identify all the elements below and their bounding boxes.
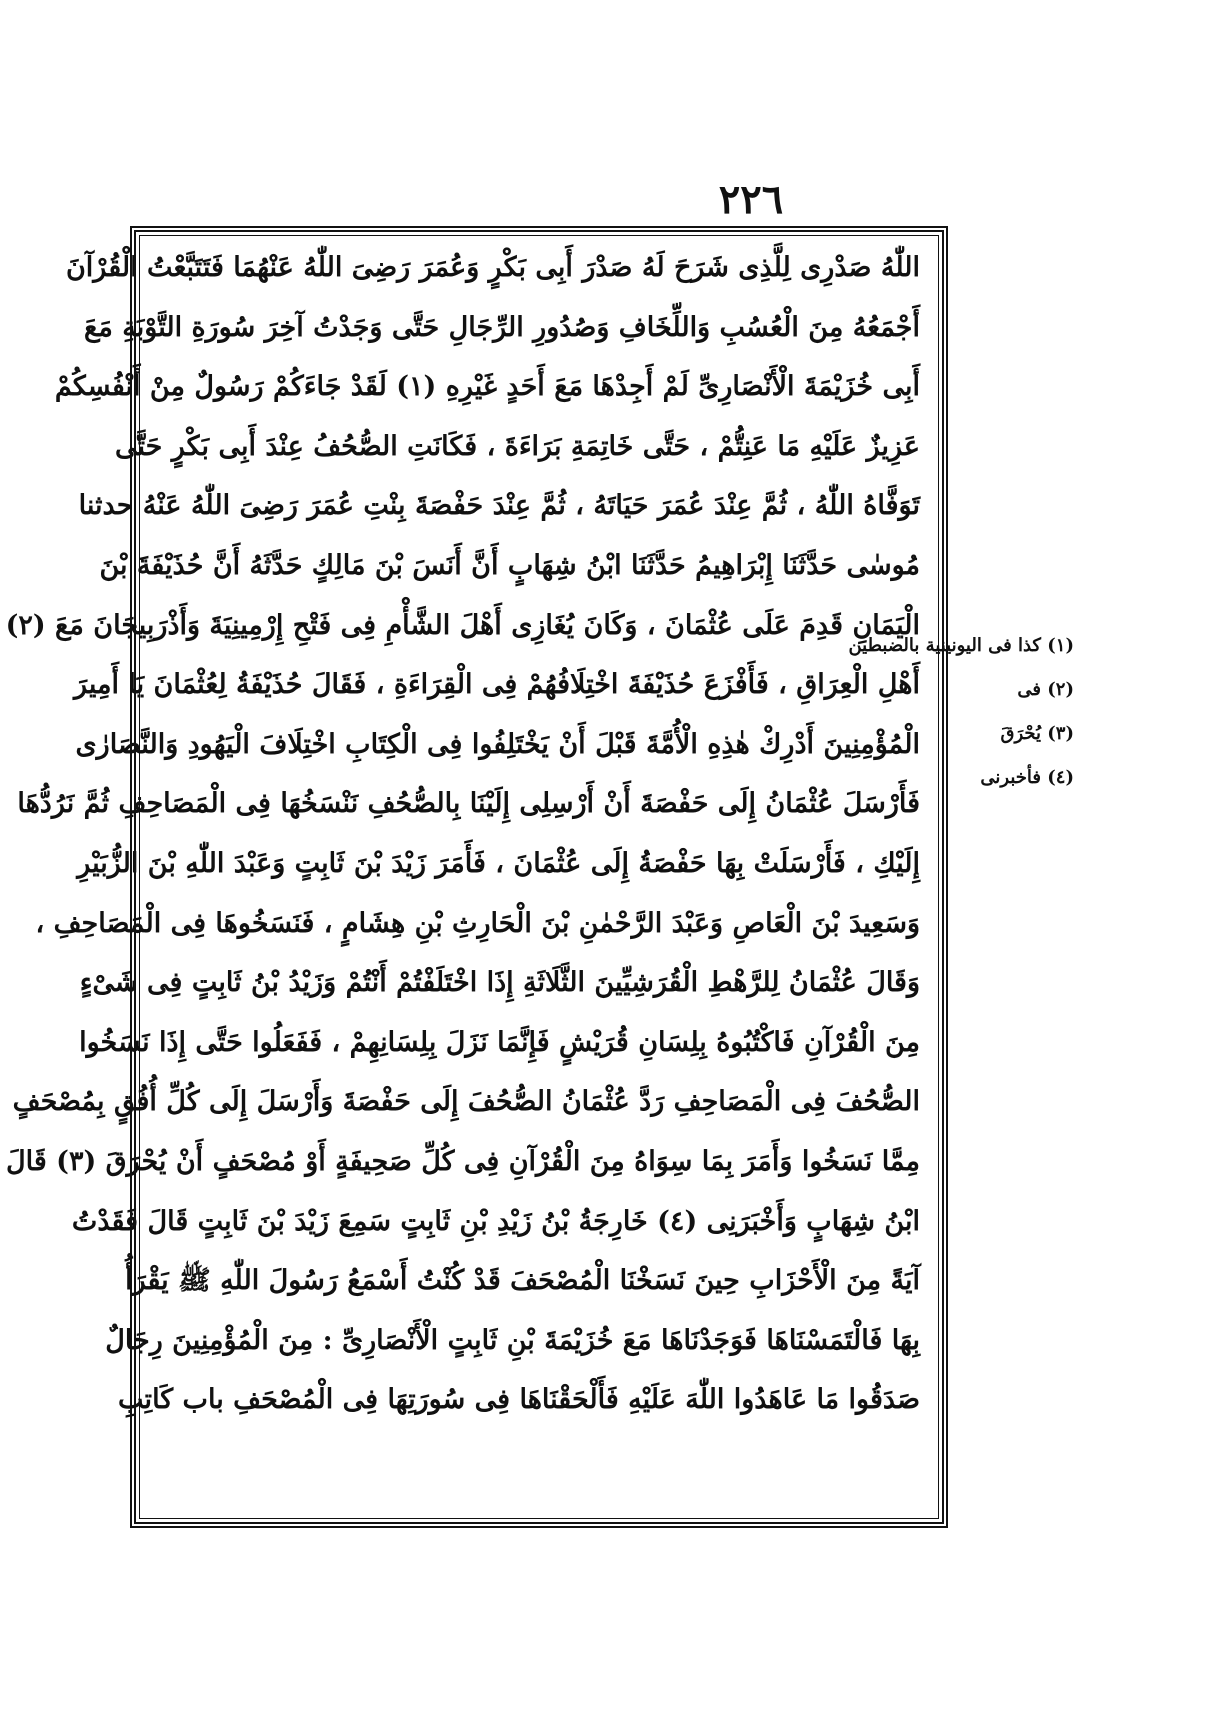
text-line: آیَةً مِنَ الْأَحْزَابِ حِینَ نَسَخْنَا الْمُصْحَفَ قَدْ كُنْتُ أَسْمَعُ رَسُولَ اللّٰهِ ﷺ یَقْرَأُ [125, 1265, 920, 1297]
text-line: وَسَعِیدَ بْنَ الْعَاصِ وَعَبْدَ الرَّحْمٰنِ بْنَ الْحَارِثِ بْنِ هِشَامٍ ، فَنَسَخُوهَا فِی الْمَصَاحِفِ ، [35, 907, 920, 939]
footnote-2: (٢) فی [1017, 679, 1074, 700]
text-line: أَهْلِ الْعِرَاقِ ، فَأَفْزَعَ حُذَیْفَةَ اخْتِلَافُهُمْ فِی الْقِرَاءَةِ ، فَقَالَ حُذَیْفَةُ لِعُثْمَانَ یَا أَمِیرَ [73, 669, 920, 701]
text-line: اللّٰهُ صَدْرِی لِلَّذِی شَرَحَ لَهُ صَدْرَ أَبِی بَكْرٍ وَعُمَرَ رَضِیَ اللّٰهُ عَنْهُمَا فَتَتَبَّعْتُ الْقُرْآنَ [65, 252, 920, 283]
text-line: أَبِی خُزَیْمَةَ الْأَنْصَارِیِّ لَمْ أَجِدْهَا مَعَ أَحَدٍ غَیْرِهِ (١) لَقَدْ جَاءَكُمْ رَسُولٌ مِنْ أَنْفُسِكُمْ [54, 371, 920, 403]
page-number: ٢٢٦ [718, 176, 784, 223]
text-line: الْمُؤْمِنِینَ أَدْرِكْ هٰذِهِ الْأُمَّةَ قَبْلَ أَنْ یَخْتَلِفُوا فِی الْكِتَابِ اخْتِلَافَ الْیَهُودِ وَالنَّصَارٰی [75, 728, 920, 760]
footnote-3: (٣) یُحْرَقَ [1000, 723, 1074, 744]
text-line: أَجْمَعُهُ مِنَ الْعُسُبِ وَاللِّخَافِ وَصُدُورِ الرِّجَالِ حَتَّی وَجَدْتُ آخِرَ سُورَةِ التَّوْبَةِ مَعَ [84, 311, 920, 343]
text-line: صَدَقُوا مَا عَاهَدُوا اللّٰهَ عَلَیْهِ فَأَلْحَقْنَاهَا فِی سُورَتِهَا فِی الْمُصْحَفِ باب كَاتِبِ [118, 1384, 920, 1416]
text-line: تَوَفَّاهُ اللّٰهُ ، ثُمَّ عِنْدَ عُمَرَ حَیَاتَهُ ، ثُمَّ عِنْدَ حَفْصَةَ بِنْتِ عُمَرَ رَضِیَ اللّٰهُ عَنْهُ حدثنا [78, 490, 920, 522]
footnote-4: (٤) فأخبرنی [980, 767, 1074, 788]
footnote-1: (١) كذا فی الیونینیة بالضبطین [848, 635, 1074, 656]
text-line: إِلَیْكِ ، فَأَرْسَلَتْ بِهَا حَفْصَةُ إِلَی عُثْمَانَ ، فَأَمَرَ زَیْدَ بْنَ ثَابِتٍ وَعَبْدَ اللّٰهِ بْنَ الزُّبَیْرِ [77, 847, 920, 879]
text-line: ابْنُ شِهَابٍ وَأَخْبَرَنِی (٤) خَارِجَةُ بْنُ زَیْدِ بْنِ ثَابِتٍ سَمِعَ زَیْدَ بْنَ ثَابِتٍ قَالَ فَقَدْتُ [71, 1205, 920, 1237]
text-line: وَقَالَ عُثْمَانُ لِلرَّهْطِ الْقُرَشِیِّینَ الثَّلَاثَةِ إِذَا اخْتَلَفْتُمْ أَنْتُمْ وَزَیْدُ بْنُ ثَابِتٍ فِی شَیْءٍ [79, 967, 920, 999]
text-line: الصُّحُفَ فِی الْمَصَاحِفِ رَدَّ عُثْمَانُ الصُّحُفَ إِلَی حَفْصَةَ وَأَرْسَلَ إِلَی كُلِّ أُفُقٍ بِمُصْحَفٍ [12, 1086, 920, 1118]
main-text-block [5, 238, 920, 1430]
text-line: فَأَرْسَلَ عُثْمَانُ إِلَی حَفْصَةَ أَنْ أَرْسِلِی إِلَیْنَا بِالصُّحُفِ نَنْسَخُهَا فِی الْمَصَاحِفِ ثُمَّ نَرُدُّهَا [17, 788, 920, 820]
text-line: الْیَمَانِ قَدِمَ عَلَی عُثْمَانَ ، وَكَانَ یُغَازِی أَهْلَ الشَّأْمِ فِی فَتْحِ إِرْمِینِیَةَ وَأَذْرَبِیجَانَ مَعَ (٢) [5, 609, 920, 641]
text-line: مِنَ الْقُرْآنِ فَاكْتُبُوهُ بِلِسَانِ قُرَیْشٍ فَإِنَّمَا نَزَلَ بِلِسَانِهِمْ ، فَفَعَلُوا حَتَّی إِذَا نَسَخُوا [79, 1026, 920, 1058]
text-line: مِمَّا نَسَخُوا وَأَمَرَ بِمَا سِوَاهُ مِنَ الْقُرْآنِ فِی كُلِّ صَحِیفَةٍ أَوْ مُصْحَفٍ أَنْ یُحْرَقَ (٣) قَالَ [6, 1145, 920, 1177]
text-line: عَزِیزٌ عَلَیْهِ مَا عَنِتُّمْ ، حَتَّی خَاتِمَةِ بَرَاءَةَ ، فَكَانَتِ الصُّحُفُ عِنْدَ أَبِی بَكْرٍ حَتَّی [114, 430, 920, 462]
text-line: بِهَا فَالْتَمَسْنَاهَا فَوَجَدْنَاهَا مَعَ خُزَیْمَةَ بْنِ ثَابِتٍ الْأَنْصَارِیِّ : مِنَ الْمُؤْمِنِینَ رِجَالٌ [105, 1324, 920, 1356]
text-frame [5, 226, 948, 1528]
margin-footnotes [848, 624, 1074, 800]
text-line: مُوسٰی حَدَّثَنَا إِبْرَاهِیمُ حَدَّثَنَا ابْنُ شِهَابٍ أَنَّ أَنَسَ بْنَ مَالِكٍ حَدَّثَهُ أَنَّ حُذَیْفَةَ بْنَ [99, 549, 920, 581]
